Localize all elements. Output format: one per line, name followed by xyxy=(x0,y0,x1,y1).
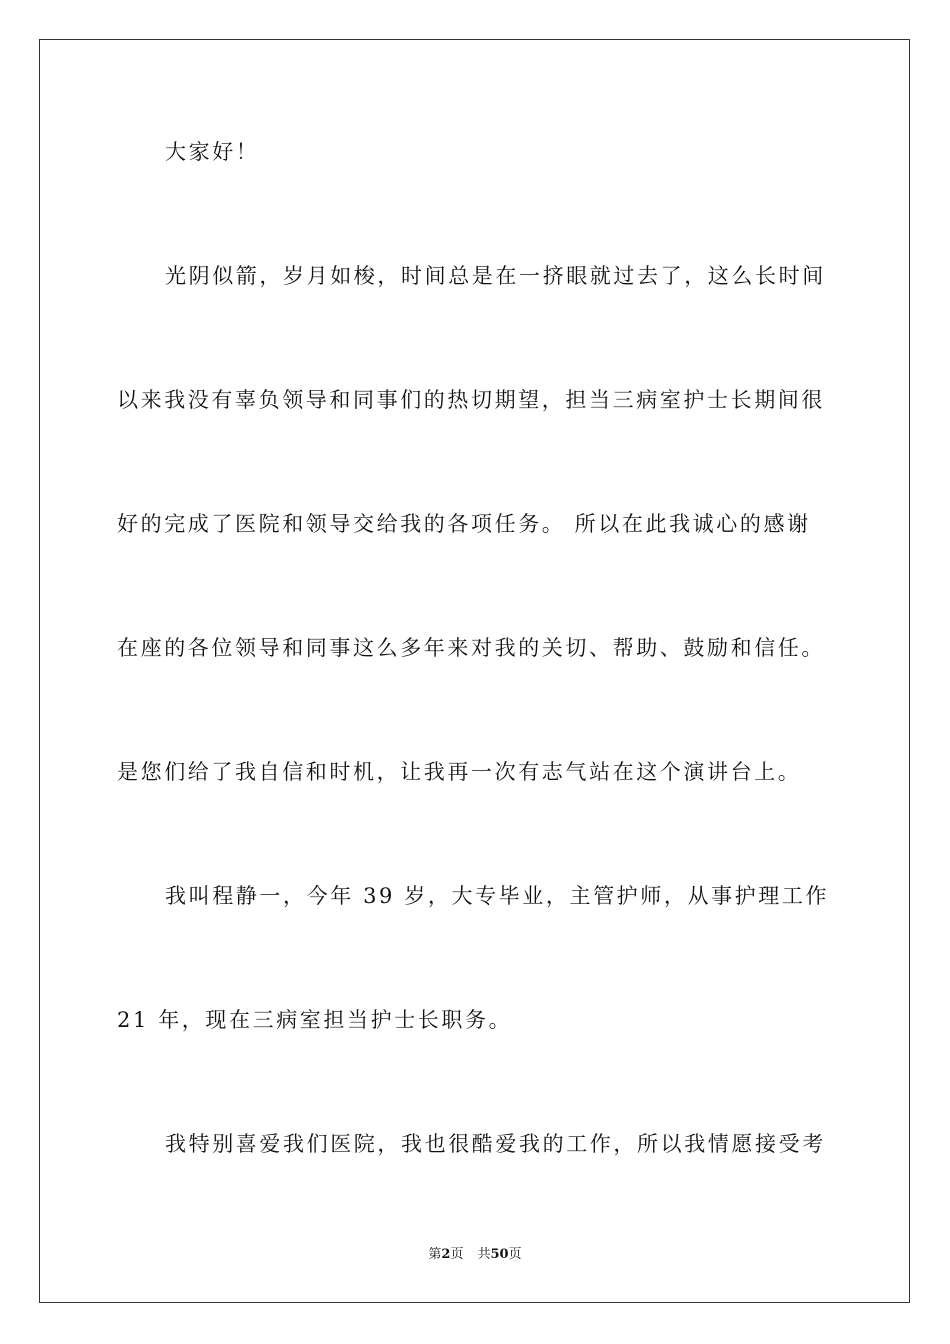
paragraph-line: 好的完成了医院和领导交给我的各项任务。 所以在此我诚心的感谢 xyxy=(117,512,811,536)
page-border xyxy=(39,39,910,1303)
paragraph-line: 21 年，现在三病室担当护士长职务。 xyxy=(117,1008,513,1032)
page-footer xyxy=(0,1246,950,1264)
total-prefix: 共 xyxy=(477,1247,491,1262)
paragraph-line: 以来我没有辜负领导和同事们的热切期望，担当三病室护士长期间很 xyxy=(117,388,825,412)
paragraph-line: 我特别喜爱我们医院，我也很酷爱我的工作，所以我情愿接受考 xyxy=(165,1132,826,1156)
page-suffix: 页 xyxy=(450,1247,464,1262)
page-current: 2 xyxy=(441,1247,451,1262)
page-total: 50 xyxy=(490,1247,509,1262)
paragraph-line: 在座的各位领导和同事这么多年来对我的关切、帮助、鼓励和信任。 xyxy=(117,636,825,660)
paragraph-line: 是您们给了我自信和时机，让我再一次有志气站在这个演讲台上。 xyxy=(117,760,802,784)
paragraph-line: 我叫程静一，今年 39 岁，大专毕业，主管护师，从事护理工作 xyxy=(165,884,830,908)
greeting-line: 大家好！ xyxy=(165,140,260,164)
total-suffix: 页 xyxy=(508,1247,522,1262)
page-prefix: 第 xyxy=(428,1247,442,1262)
paragraph-line: 光阴似箭，岁月如梭，时间总是在一挤眼就过去了，这么长时间 xyxy=(165,264,826,288)
